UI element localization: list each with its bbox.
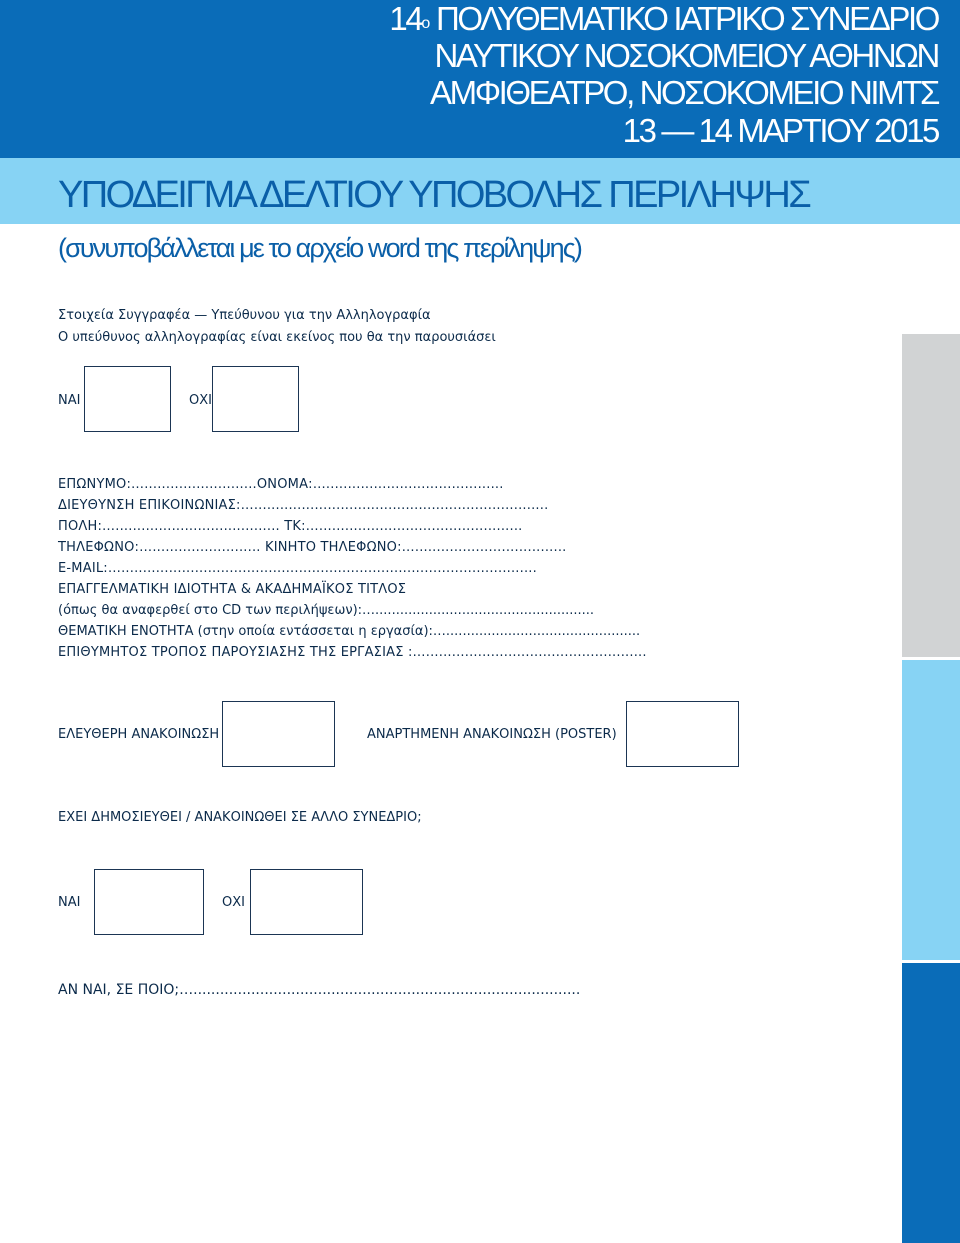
poster-presentation-checkbox[interactable] <box>626 701 739 767</box>
conference-name: ΠΟΛΥΘΕΜΑΤΙΚΟ ΙΑΤΡΙΚΟ ΣΥΝΕΔΡΙΟ <box>429 0 938 37</box>
edition-ordinal: ο <box>421 15 430 32</box>
side-tab-blue <box>902 963 960 1243</box>
intro-line-2: Ο υπεύθυνος αλληλογραφίας είναι εκείνος που θα την παρουσιάσει <box>58 330 496 345</box>
city-postcode-field[interactable]: ΠΟΛΗ:…...................................... ΤΚ:…............................................... <box>58 519 523 534</box>
published-yes-checkbox[interactable] <box>94 869 204 935</box>
poster-presentation-label: ΑΝΑΡΤΗΜΕΝΗ ΑΝΑΚΟΙΝΩΣΗ (POSTER) <box>367 727 617 742</box>
conference-title-line1 <box>389 2 938 35</box>
email-field[interactable]: E-MAIL:…................................................................................................ <box>58 561 537 576</box>
presenter-no-checkbox[interactable] <box>212 366 299 432</box>
oral-presentation-label: ΕΛΕΥΘΕΡΗ ΑΝΑΚΟΙΝΩΣΗ <box>58 727 220 742</box>
thematic-section-field[interactable]: ΘΕΜΑΤΙΚΗ ΕΝΟΤΗΤΑ (στην οποία εντάσσεται η εργασία):…............................................... <box>58 624 641 639</box>
published-question: ΕΧΕΙ ΔΗΜΟΣΙΕΥΘΕΙ / ΑΝΑΚΟΙΝΩΘΕΙ ΣΕ ΑΛΛΟ ΣΥΝΕΔΡΙΟ; <box>58 810 422 825</box>
intro-line-1: Στοιχεία Συγγραφέα — Υπεύθυνου για την Αλληλογραφία <box>58 308 431 323</box>
published-no-checkbox[interactable] <box>250 869 363 935</box>
conference-title-line2: ΝΑΥΤΙΚΟΥ ΝΟΣΟΚΟΜΕΙΟΥ ΑΘΗΝΩΝ <box>434 37 938 74</box>
presenter-no-label: ΟΧΙ <box>189 393 212 408</box>
form-subtitle: (συνυποβάλλεται με το αρχείο word της περίληψης) <box>58 233 581 263</box>
conference-venue: ΑΜΦΙΘΕΑΤΡΟ, ΝΟΣΟΚΟΜΕΙΟ ΝΙΜΤΣ <box>430 74 938 111</box>
form-title: ΥΠΟΔΕΙΓΜΑ ΔΕΛΤΙΟΥ ΥΠΟΒΟΛΗΣ ΠΕΡΙΛΗΨΗΣ <box>58 174 810 216</box>
address-field[interactable]: ΔΙΕΥΘΥΝΣΗ ΕΠΙΚΟΙΝΩΝΙΑΣ:….................................................................... <box>58 498 549 513</box>
presenter-yes-checkbox[interactable] <box>84 366 171 432</box>
conference-header <box>0 0 960 158</box>
which-conference-field[interactable]: ΑΝ ΝΑΙ, ΣΕ ΠΟΙΟ;…....................................................................................... <box>58 982 581 998</box>
published-no-label: ΟΧΙ <box>222 895 245 910</box>
surname-name-field[interactable]: ΕΠΩΝΥΜΟ:…..........................ΟΝΟΜΑ:…......................................... <box>58 477 504 492</box>
profession-title-label: ΕΠΑΓΓΕΛΜΑΤΙΚΗ ΙΔΙΟΤΗΤΑ & ΑΚΑΔΗΜΑΪΚΟΣ ΤΙΤΛΟΣ <box>58 582 407 597</box>
side-tab-light-blue <box>902 660 960 960</box>
phone-field[interactable]: ΤΗΛΕΦΩΝΟ:…......................... ΚΙΝΗΤΟ ΤΗΛΕΦΩΝΟ:…................................... <box>58 540 567 555</box>
presenter-yes-label: ΝΑΙ <box>58 393 81 408</box>
conference-dates: 13 — 14 ΜΑΡΤΙΟΥ 2015 <box>622 112 938 149</box>
profession-title-field[interactable]: (όπως θα αναφερθεί στο CD των περιλήψεων):…..................................................... <box>58 603 595 618</box>
side-tab-grey <box>902 334 960 657</box>
published-yes-label: ΝΑΙ <box>58 895 81 910</box>
edition-number: 14 <box>389 0 422 37</box>
oral-presentation-checkbox[interactable] <box>222 701 335 767</box>
presentation-type-field[interactable]: ΕΠΙΘΥΜΗΤΟΣ ΤΡΟΠΟΣ ΠΑΡΟΥΣΙΑΣΗΣ ΤΗΣ ΕΡΓΑΣΙΑΣ :…................................................... <box>58 645 647 660</box>
